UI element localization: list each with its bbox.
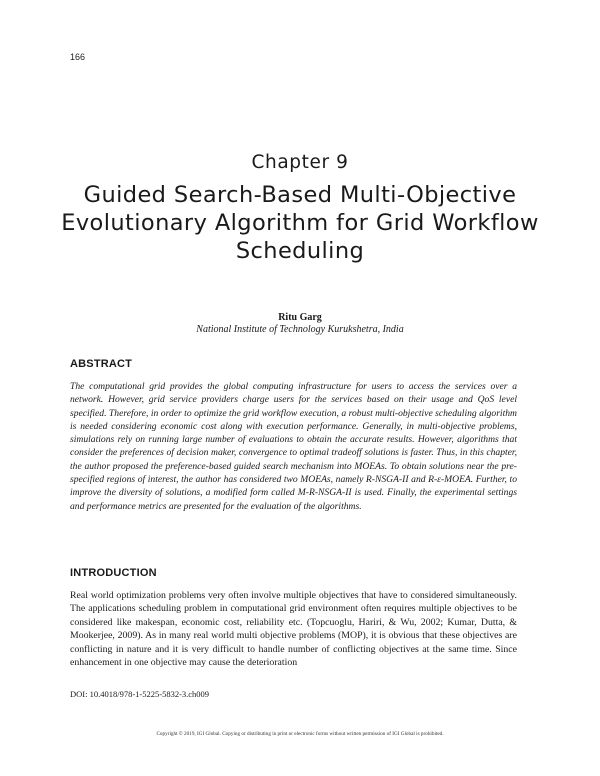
doi: DOI: 10.4018/978-1-5225-5832-3.ch009 <box>70 689 210 699</box>
chapter-label: Chapter 9 <box>251 152 349 173</box>
introduction-heading: INTRODUCTION <box>70 567 157 579</box>
author-name: Ritu Garg <box>278 312 322 323</box>
chapter-title: Guided Search-Based Multi-Objective Evolutionary Algorithm for Grid Workflow Scheduling <box>61 182 539 264</box>
introduction-text: Real world optimization problems very often involve multiple objectives that have to considered simultaneously. The applications scheduling problem in computational grid environment often requires multiple objectives to be considered like makespan, economic cost, reliability etc. (Topcuoglu, Hariri, & Wu, 2002; Kumar, Dutta, & Mookerjee, 2009). As in many real world multi objective problems (MOP), it is obvious that these objectives are conflicting in nature and it is very difficult to handle number of conflicting objectives at the same time. Since enhancement in one objective may cause the deterioration <box>70 590 517 669</box>
abstract-text: The computational grid provides the global computing infrastructure for users to access the services over a network. However, grid service providers charge users for the services based on their usage and QoS level specified. Therefore, in order to optimize the grid workflow execution, a robust multi-objective scheduling algorithm is needed considering economic cost along with execution performance. Generally, in multi-objective problems, simulations rely on running large number of evaluations to obtain the accurate results. However, algorithms that consider the preferences of decision maker, convergence to optimal tradeoff solutions is faster. Thus, in this chapter, the author proposed the preference-based guided search mechanism into MOEAs. To obtain solutions near the pre-specified regions of interest, the author has considered two MOEAs, namely R-NSGA-II and R-ε-MOEA. Further, to improve the diversity of solutions, a modified form called M-R-NSGA-II is used. Finally, the experimental settings and performance metrics are presented for the evaluation of the algorithms. <box>70 381 517 512</box>
copyright-notice: Copyright © 2019, IGI Global. Copying or distributing in print or electronic forms without written permission of IGI Global is prohibited. <box>156 731 444 737</box>
page-number: 166 <box>70 52 86 62</box>
abstract-heading: ABSTRACT <box>70 358 133 370</box>
author-affiliation: National Institute of Technology Kurukshetra, India <box>196 324 404 335</box>
